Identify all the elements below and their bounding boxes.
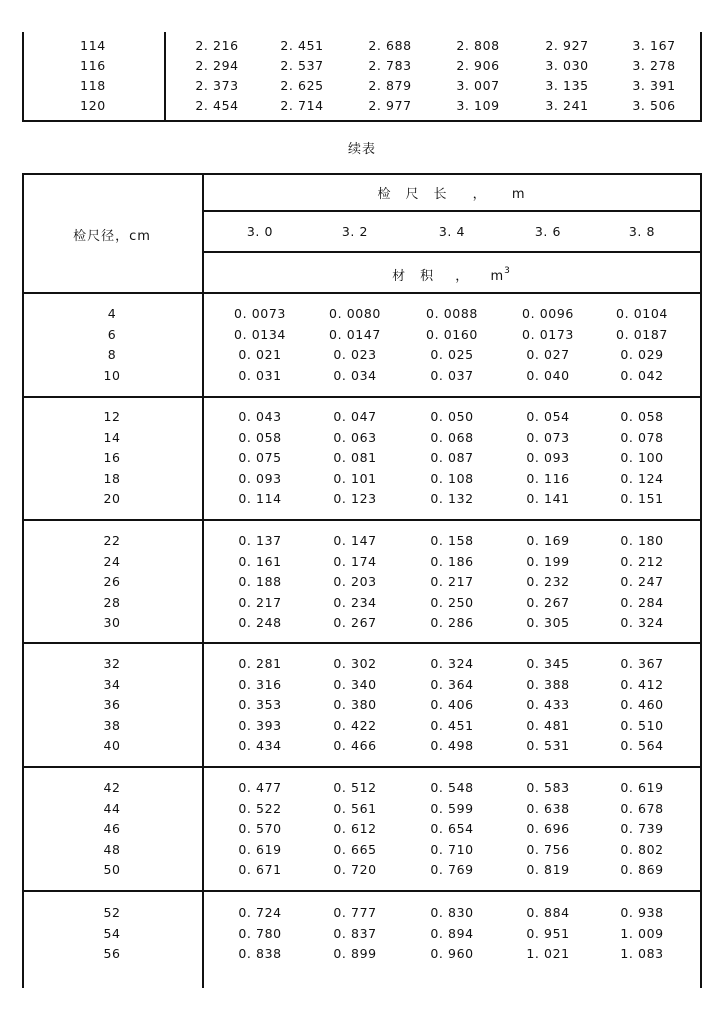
row-diameter: 30 <box>103 615 121 630</box>
volume-value: 0. 188 <box>238 574 282 589</box>
volume-value: 0. 960 <box>430 946 474 961</box>
main-table-right-border <box>700 173 702 988</box>
volume-header-unit: m <box>490 269 505 284</box>
top-table-value: 3. 135 <box>545 78 589 93</box>
volume-value: 0. 0096 <box>522 306 574 321</box>
volume-value: 0. 619 <box>620 780 664 795</box>
volume-value: 0. 141 <box>526 491 570 506</box>
main-table-divider <box>202 173 204 988</box>
volume-value: 0. 665 <box>333 842 377 857</box>
volume-value: 0. 388 <box>526 677 570 692</box>
volume-value: 0. 305 <box>526 615 570 630</box>
volume-value: 0. 477 <box>238 780 282 795</box>
volume-value: 0. 481 <box>526 718 570 733</box>
volume-value: 0. 031 <box>238 368 282 383</box>
volume-value: 0. 093 <box>526 450 570 465</box>
row-diameter: 14 <box>103 430 121 445</box>
volume-value: 0. 078 <box>620 430 664 445</box>
row-diameter: 12 <box>103 409 121 424</box>
volume-value: 0. 054 <box>526 409 570 424</box>
volume-value: 0. 938 <box>620 905 664 920</box>
volume-value: 0. 838 <box>238 946 282 961</box>
volume-value: 0. 451 <box>430 718 474 733</box>
top-table-value: 2. 294 <box>195 58 239 73</box>
main-table-left-border <box>22 173 24 988</box>
top-table-value: 3. 007 <box>456 78 500 93</box>
length-header-sep: ， <box>472 187 487 202</box>
volume-value: 0. 247 <box>620 574 664 589</box>
top-table-value: 2. 454 <box>195 98 239 113</box>
row-diameter: 54 <box>103 926 121 941</box>
row-diameter: 52 <box>103 905 121 920</box>
volume-value: 0. 101 <box>333 471 377 486</box>
top-table-value: 3. 241 <box>545 98 589 113</box>
volume-value: 0. 777 <box>333 905 377 920</box>
top-table-diameter: 116 <box>80 58 106 73</box>
volume-value: 0. 367 <box>620 656 664 671</box>
top-table-divider <box>164 32 166 122</box>
header-rule-1 <box>202 210 701 212</box>
group-separator <box>22 766 702 768</box>
volume-value: 0. 364 <box>430 677 474 692</box>
volume-value: 1. 083 <box>620 946 664 961</box>
volume-value: 0. 040 <box>526 368 570 383</box>
volume-value: 0. 169 <box>526 533 570 548</box>
row-diameter: 56 <box>103 946 121 961</box>
volume-value: 1. 009 <box>620 926 664 941</box>
volume-value: 0. 151 <box>620 491 664 506</box>
top-table-value: 3. 109 <box>456 98 500 113</box>
volume-value: 0. 0187 <box>616 327 668 342</box>
volume-value: 0. 073 <box>526 430 570 445</box>
length-value: 3. 8 <box>628 224 656 239</box>
volume-header-label: 材 积 <box>392 269 435 284</box>
row-diameter: 50 <box>103 862 121 877</box>
volume-value: 0. 248 <box>238 615 282 630</box>
volume-value: 0. 250 <box>430 595 474 610</box>
header-bottom-rule <box>22 292 702 294</box>
volume-header-exponent: 3 <box>504 265 511 276</box>
top-table-value: 2. 714 <box>280 98 324 113</box>
top-table-value: 2. 906 <box>456 58 500 73</box>
row-diameter: 36 <box>103 697 121 712</box>
volume-value: 0. 0147 <box>329 327 381 342</box>
volume-value: 0. 570 <box>238 821 282 836</box>
top-table-value: 2. 537 <box>280 58 324 73</box>
row-diameter: 32 <box>103 656 121 671</box>
volume-value: 0. 029 <box>620 347 664 362</box>
row-diameter: 16 <box>103 450 121 465</box>
volume-value: 0. 027 <box>526 347 570 362</box>
volume-value: 0. 158 <box>430 533 474 548</box>
volume-value: 0. 217 <box>238 595 282 610</box>
group-separator <box>22 890 702 892</box>
volume-value: 0. 132 <box>430 491 474 506</box>
volume-value: 0. 324 <box>620 615 664 630</box>
volume-value: 0. 302 <box>333 656 377 671</box>
volume-value: 0. 180 <box>620 533 664 548</box>
row-diameter: 34 <box>103 677 121 692</box>
volume-value: 0. 340 <box>333 677 377 692</box>
volume-value: 0. 0160 <box>426 327 478 342</box>
volume-value: 0. 769 <box>430 862 474 877</box>
top-table-bottom-border <box>22 120 702 122</box>
volume-value: 0. 284 <box>620 595 664 610</box>
volume-value: 0. 316 <box>238 677 282 692</box>
top-table-value: 2. 625 <box>280 78 324 93</box>
volume-value: 0. 161 <box>238 554 282 569</box>
row-diameter: 28 <box>103 595 121 610</box>
volume-value: 0. 0080 <box>329 306 381 321</box>
row-diameter: 4 <box>107 306 117 321</box>
volume-value: 0. 819 <box>526 862 570 877</box>
row-diameter: 20 <box>103 491 121 506</box>
volume-value: 0. 654 <box>430 821 474 836</box>
volume-value: 0. 137 <box>238 533 282 548</box>
volume-value: 0. 068 <box>430 430 474 445</box>
volume-value: 0. 0173 <box>522 327 574 342</box>
volume-value: 0. 174 <box>333 554 377 569</box>
volume-value: 0. 599 <box>430 801 474 816</box>
volume-value: 0. 380 <box>333 697 377 712</box>
volume-value: 0. 780 <box>238 926 282 941</box>
volume-header <box>202 265 701 284</box>
volume-value: 0. 894 <box>430 926 474 941</box>
volume-value: 0. 720 <box>333 862 377 877</box>
volume-value: 0. 286 <box>430 615 474 630</box>
volume-value: 0. 498 <box>430 738 474 753</box>
row-header <box>22 225 202 244</box>
volume-value: 0. 081 <box>333 450 377 465</box>
volume-value: 0. 837 <box>333 926 377 941</box>
volume-value: 0. 063 <box>333 430 377 445</box>
volume-value: 0. 884 <box>526 905 570 920</box>
top-table-value: 3. 278 <box>632 58 676 73</box>
row-diameter: 8 <box>107 347 117 362</box>
volume-value: 0. 087 <box>430 450 474 465</box>
top-table-value: 2. 927 <box>545 38 589 53</box>
top-table-value: 2. 808 <box>456 38 500 53</box>
volume-value: 0. 671 <box>238 862 282 877</box>
row-diameter: 44 <box>103 801 121 816</box>
volume-value: 0. 710 <box>430 842 474 857</box>
top-table-value: 3. 391 <box>632 78 676 93</box>
group-separator <box>22 642 702 644</box>
top-table-value: 3. 167 <box>632 38 676 53</box>
volume-value: 0. 412 <box>620 677 664 692</box>
volume-value: 0. 899 <box>333 946 377 961</box>
volume-value: 0. 058 <box>620 409 664 424</box>
volume-value: 0. 696 <box>526 821 570 836</box>
row-header-label: 检尺径，cm <box>73 229 151 244</box>
volume-value: 0. 324 <box>430 656 474 671</box>
row-diameter: 26 <box>103 574 121 589</box>
volume-value: 0. 638 <box>526 801 570 816</box>
volume-value: 1. 021 <box>526 946 570 961</box>
volume-value: 0. 951 <box>526 926 570 941</box>
volume-value: 0. 0134 <box>234 327 286 342</box>
length-value: 3. 0 <box>246 224 274 239</box>
row-diameter: 46 <box>103 821 121 836</box>
volume-value: 0. 025 <box>430 347 474 362</box>
volume-value: 0. 531 <box>526 738 570 753</box>
top-table-value: 2. 451 <box>280 38 324 53</box>
volume-value: 0. 034 <box>333 368 377 383</box>
group-separator <box>22 519 702 521</box>
volume-value: 0. 0073 <box>234 306 286 321</box>
volume-value: 0. 234 <box>333 595 377 610</box>
top-table-value: 2. 373 <box>195 78 239 93</box>
top-table-value: 3. 030 <box>545 58 589 73</box>
top-table-left-border <box>22 32 24 122</box>
volume-value: 0. 561 <box>333 801 377 816</box>
row-diameter: 48 <box>103 842 121 857</box>
top-table-right-border <box>700 32 702 122</box>
volume-value: 0. 548 <box>430 780 474 795</box>
volume-value: 0. 619 <box>238 842 282 857</box>
row-diameter: 24 <box>103 554 121 569</box>
volume-value: 0. 232 <box>526 574 570 589</box>
volume-value: 0. 564 <box>620 738 664 753</box>
volume-value: 0. 037 <box>430 368 474 383</box>
length-header-unit: m <box>511 187 526 202</box>
row-diameter: 42 <box>103 780 121 795</box>
volume-value: 0. 123 <box>333 491 377 506</box>
row-diameter: 40 <box>103 738 121 753</box>
header-rule-2 <box>202 251 701 253</box>
group-separator <box>22 396 702 398</box>
volume-value: 0. 108 <box>430 471 474 486</box>
volume-value: 0. 830 <box>430 905 474 920</box>
volume-value: 0. 023 <box>333 347 377 362</box>
volume-value: 0. 678 <box>620 801 664 816</box>
top-table-value: 2. 216 <box>195 38 239 53</box>
top-table-value: 2. 783 <box>368 58 412 73</box>
volume-value: 0. 433 <box>526 697 570 712</box>
volume-value: 0. 042 <box>620 368 664 383</box>
volume-value: 0. 100 <box>620 450 664 465</box>
length-value: 3. 6 <box>534 224 562 239</box>
volume-value: 0. 212 <box>620 554 664 569</box>
top-table-diameter: 118 <box>80 78 106 93</box>
row-diameter: 38 <box>103 718 121 733</box>
continued-caption: 续表 <box>347 142 376 157</box>
volume-value: 0. 583 <box>526 780 570 795</box>
volume-value: 0. 124 <box>620 471 664 486</box>
volume-value: 0. 869 <box>620 862 664 877</box>
volume-value: 0. 186 <box>430 554 474 569</box>
volume-value: 0. 434 <box>238 738 282 753</box>
volume-value: 0. 217 <box>430 574 474 589</box>
length-value: 3. 4 <box>438 224 466 239</box>
volume-value: 0. 612 <box>333 821 377 836</box>
volume-value: 0. 0088 <box>426 306 478 321</box>
volume-value: 0. 267 <box>333 615 377 630</box>
volume-value: 0. 050 <box>430 409 474 424</box>
volume-value: 0. 147 <box>333 533 377 548</box>
volume-value: 0. 406 <box>430 697 474 712</box>
volume-value: 0. 466 <box>333 738 377 753</box>
volume-value: 0. 353 <box>238 697 282 712</box>
row-diameter: 10 <box>103 368 121 383</box>
length-value: 3. 2 <box>341 224 369 239</box>
top-table-value: 2. 879 <box>368 78 412 93</box>
volume-value: 0. 093 <box>238 471 282 486</box>
top-table-value: 2. 977 <box>368 98 412 113</box>
volume-value: 0. 756 <box>526 842 570 857</box>
row-diameter: 6 <box>107 327 117 342</box>
row-diameter: 22 <box>103 533 121 548</box>
main-table-top-border <box>22 173 702 175</box>
top-table-value: 2. 688 <box>368 38 412 53</box>
volume-value: 0. 047 <box>333 409 377 424</box>
volume-value: 0. 422 <box>333 718 377 733</box>
volume-value: 0. 510 <box>620 718 664 733</box>
volume-value: 0. 058 <box>238 430 282 445</box>
volume-value: 0. 0104 <box>616 306 668 321</box>
top-table-value: 3. 506 <box>632 98 676 113</box>
top-table-diameter: 114 <box>80 38 106 53</box>
volume-value: 0. 512 <box>333 780 377 795</box>
volume-value: 0. 116 <box>526 471 570 486</box>
volume-value: 0. 203 <box>333 574 377 589</box>
volume-value: 0. 460 <box>620 697 664 712</box>
volume-value: 0. 802 <box>620 842 664 857</box>
volume-value: 0. 114 <box>238 491 282 506</box>
length-header <box>202 183 701 202</box>
volume-value: 0. 345 <box>526 656 570 671</box>
volume-value: 0. 021 <box>238 347 282 362</box>
volume-value: 0. 043 <box>238 409 282 424</box>
volume-value: 0. 199 <box>526 554 570 569</box>
volume-value: 0. 393 <box>238 718 282 733</box>
volume-value: 0. 522 <box>238 801 282 816</box>
volume-value: 0. 724 <box>238 905 282 920</box>
volume-value: 0. 739 <box>620 821 664 836</box>
volume-value: 0. 075 <box>238 450 282 465</box>
volume-value: 0. 281 <box>238 656 282 671</box>
volume-header-sep: ， <box>455 269 470 284</box>
volume-value: 0. 267 <box>526 595 570 610</box>
top-table-diameter: 120 <box>80 98 106 113</box>
length-header-label: 检 尺 长 <box>377 187 448 202</box>
row-diameter: 18 <box>103 471 121 486</box>
